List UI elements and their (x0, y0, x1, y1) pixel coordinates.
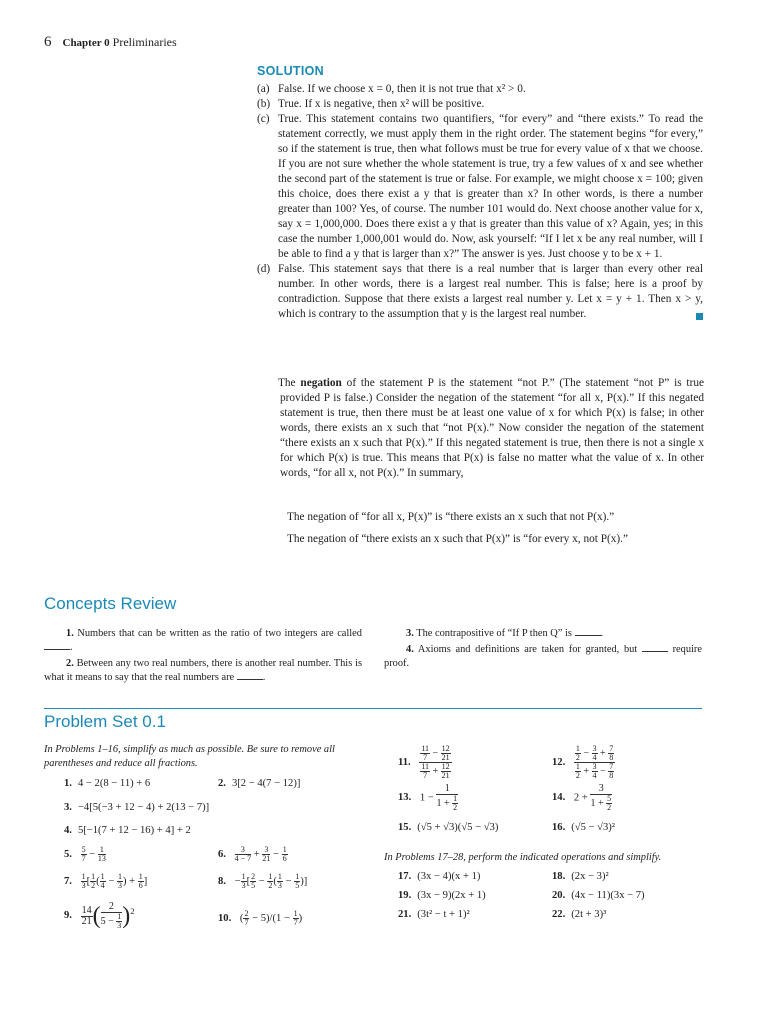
question-text: Numbers that can be written as the ratio of two integers are called (77, 628, 362, 639)
problem-1: 1. 4 − 2(8 − 11) + 6 (64, 778, 151, 789)
problem-expression: (3x − 4)(x + 1) (417, 871, 481, 882)
problem-expression: (√5 + √3)(√5 − √3) (417, 822, 499, 833)
problem-expression: −4[5(−3 + 12 − 4) + 2(13 − 7)] (77, 802, 210, 813)
problem-18: 18. (2x − 3)² (552, 871, 609, 882)
problem-10: 10. ( $\frac{2}{7}$ − 5)/(1 − $\frac{1}{7}$ ) (218, 909, 303, 927)
problem-12: 12. $\frac{1}{2}$ − $\frac{3}{4}$ + $\frac{7}{8}$ $\frac{1}{2}$ + $\frac{3}{4}$ − $\frac{7}{8}$ (552, 744, 614, 780)
item-label: (c) (257, 113, 270, 125)
problem-13: 13. 1 − 1 1 + $\frac{1}{2}$ (398, 783, 458, 812)
question-text-tail: require proof. (384, 644, 702, 669)
question-text: Between any two real numbers, there is another real number. This is what it means to say that the real numbers are (44, 658, 362, 683)
negation-body: of the statement P is the statement “not P.” (The statement “not P” is true provided P is false.) Consider the negation of the statement “for all x, P(x).” If this negated statement is true, then there must be at least one value of x for which P(x) is false; in other words, there exists an x such that “not P(x).” Now consider the negation of the statement “there exists an x such that P(x).” If this negated statement is true, then there is not a single x for which P(x) is true. This means that P(x) is false no matter what the value of x. In other words, “for all x, not P(x).” In summary, (280, 377, 704, 479)
review-question (384, 643, 702, 671)
review-question: 3. The contrapositive of “If P then Q” is . (406, 628, 604, 639)
negation-summary (287, 510, 687, 554)
solution-item (257, 82, 703, 97)
problem-expression: (√5 − √3)² (571, 822, 615, 833)
end-of-proof-square-icon (696, 313, 703, 320)
problem-expression: 3[2 − 4(7 − 12)] (231, 778, 301, 789)
answer-blank (237, 671, 263, 680)
problem-14: 14. 2 + 3 1 + $\frac{5}{2}$ (552, 783, 612, 812)
negation-intro: The (278, 377, 296, 389)
concepts-review-heading: Concepts Review (44, 594, 177, 613)
problem-expression: (2t + 3)³ (571, 909, 607, 920)
problem-16: 16. (√5 − √3)² (552, 822, 615, 833)
review-question: 2. Between any two real numbers, there is another real number. This is what it means to say that the real numbers are . (44, 658, 362, 683)
review-question: 1. Numbers that can be written as the ratio of two integers are called . (44, 627, 362, 655)
problem-6: 6. $\frac{3}{4 - 7}$ + $\frac{3}{21}$ − $\frac{1}{6}$ (218, 845, 287, 863)
question-number: 4. (406, 644, 414, 655)
question-text: The contrapositive of “If P then Q” is (416, 628, 572, 639)
solution-heading: SOLUTION (257, 64, 324, 78)
question-number: 1. (66, 628, 74, 639)
solution-body (257, 82, 703, 322)
solution-item (257, 97, 703, 112)
problem-5: 5. $\frac{5}{7}$ − $\frac{1}{13}$ (64, 845, 106, 863)
problem-19: 19. (3x − 9)(2x + 1) (398, 890, 486, 901)
concepts-review-right (384, 627, 702, 673)
item-text: True. If x is negative, then x² will be positive. (278, 98, 485, 110)
problem-11: 11. $\frac{11}{7}$ − $\frac{12}{21}$ $\frac{11}{7}$ + $\frac{12}{21}$ (398, 744, 450, 780)
problem-expression: (3x − 9)(2x + 1) (417, 890, 486, 901)
problem-expression: 5[−1(7 + 12 − 16) + 4] + 2 (77, 825, 191, 836)
item-text: False. This statement says that there is a real number that is larger than every other real number. In other words, there is a largest real number. This is false; here is a proof by contradiction. Suppose that there exists a largest real number y. Let x = y + 1. Then x > y, which is contrary to the assumption that y is the largest real number. (278, 263, 703, 320)
solution-item (257, 262, 703, 322)
answer-blank (575, 627, 601, 636)
problem-set-heading: Problem Set 0.1 (44, 712, 166, 731)
negation-paragraph (280, 376, 704, 481)
problem-expression: (4x − 11)(3x − 7) (571, 890, 645, 901)
problem-2: 2. 3[2 − 4(7 − 12)] (218, 778, 301, 789)
answer-blank (642, 643, 668, 652)
question-text: Axioms and definitions are taken for granted, but (417, 644, 638, 655)
problem-expression: (3t² − t + 1)² (417, 909, 470, 920)
problem-8: 8. − $\frac{1}{3}$ [ $\frac{2}{5}$ − $\frac{1}{2}$ ( $\frac{1}{3}$ − $\frac{1}{5}$ )] (218, 872, 308, 890)
question-number: 2. (66, 658, 74, 669)
problem-9: 9. $\frac{14}{21}$ ( 2 5 − $\frac{1}{3}$ )$^2$ (64, 901, 135, 930)
problem-21: 21. (3t² − t + 1)² (398, 909, 470, 920)
item-text: False. If we choose x = 0, then it is not true that x² > 0. (278, 83, 526, 95)
problem-17: 17. (3x − 4)(x + 1) (398, 871, 481, 882)
problem-expression: 4 − 2(8 − 11) + 6 (77, 778, 151, 789)
concepts-review-left (44, 627, 362, 687)
problem-22: 22. (2t + 3)³ (552, 909, 607, 920)
negation-summary-2: The negation of “there exists an x such that P(x)” is “for every x, not P(x).” (287, 533, 628, 545)
item-text: True. This statement contains two quantifiers, “for every” and “there exists.” To read the statement correctly, we must apply them in the right order. The statement begins “for every,” so if the statement is true, then what follows must be true for every value of x that we choose. If you are not sure whether the whole statement is true, try a few values of x and see whether the second part of the statement is true or false. For example, we might choose x = 100; given this choice, does there exist a y that is greater than x? In other words, is there a number greater than 100? Yes, of course. The number 101 would do. Next choose another value for x, say x = 1,000,000. Does there exist a y that is greater than this value of x? Again, yes; in this case the number 1,000,001 would do. Now, ask yourself: “If I let x be any real number, will I be able to find a y that is larger than x?” The answer is yes. Just choose y to be x + 1. (278, 113, 703, 260)
chapter-title: Preliminaries (112, 35, 177, 49)
problem-7: 7. $\frac{1}{3}$ [ $\frac{1}{2}$ ( $\frac{1}{4}$ − $\frac{1}{3}$ ) + $\frac{1}{6}$ ] (64, 872, 148, 890)
item-label: (b) (257, 98, 271, 110)
item-label: (a) (257, 83, 270, 95)
problem-expression: (2x − 3)² (571, 871, 609, 882)
problem-15: 15. (√5 + √3)(√5 − √3) (398, 822, 499, 833)
answer-blank (44, 641, 70, 650)
page-header (44, 34, 177, 51)
question-number: 3. (406, 628, 414, 639)
page-number: 6 (44, 34, 52, 50)
solution-item (257, 112, 703, 262)
item-label: (d) (257, 263, 271, 275)
chapter-label: Chapter 0 (62, 37, 110, 49)
problem-3: 3. −4[5(−3 + 12 − 4) + 2(13 − 7)] (64, 802, 210, 813)
problem-20: 20. (4x − 11)(3x − 7) (552, 890, 645, 901)
negation-term: negation (300, 377, 342, 389)
problem-set-intro: In Problems 1–16, simplify as much as possible. Be sure to remove all parentheses and reduce all fractions. (44, 744, 335, 769)
problem-4: 4. 5[−1(7 + 12 − 16) + 4] + 2 (64, 825, 191, 836)
section-divider (44, 708, 702, 709)
problem-set-intro-2: In Problems 17–28, perform the indicated operations and simplify. (384, 852, 662, 863)
negation-summary-1: The negation of “for all x, P(x)” is “there exists an x such that not P(x).” (287, 511, 615, 523)
